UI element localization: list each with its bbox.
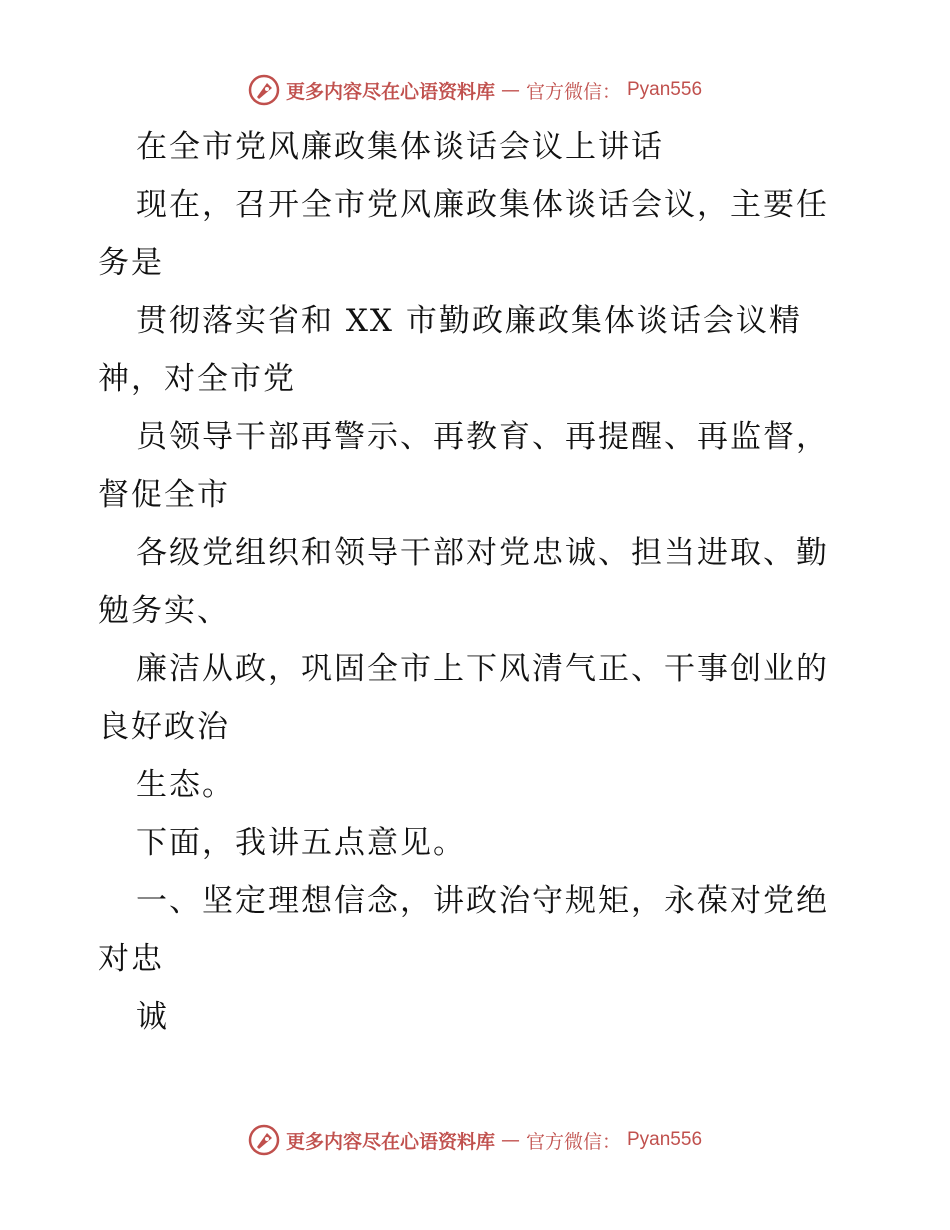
document-body [98, 118, 858, 1046]
paragraph-line: 员领导干部再警示、再教育、再提醒、再监督， [136, 419, 829, 455]
section-heading-line: 一、坚定理想信念，讲政治守规矩，永葆对党绝 [136, 883, 829, 919]
paragraph-line: 生态。 [136, 767, 235, 803]
watermark-wechat-id: Pyan556 [627, 1129, 703, 1150]
pen-nib-logo-icon [248, 1124, 280, 1156]
paragraph-line: 良好政治 [98, 709, 230, 745]
watermark-brand: 更多内容尽在心语资料库 [285, 1130, 495, 1153]
document-title: 在全市党风廉政集体谈话会议上讲话 [136, 129, 664, 165]
watermark-brand: 更多内容尽在心语资料库 [285, 80, 495, 103]
paragraph-line: 各级党组织和领导干部对党忠诚、担当进取、勤 [136, 535, 829, 571]
paragraph-line: 贯彻落实省和 XX 市勤政廉政集体谈话会议精 [136, 303, 802, 339]
paragraph-line: 廉洁从政，巩固全市上下风清气正、干事创业的 [136, 651, 829, 687]
section-heading-line: 对忠 [98, 941, 164, 977]
watermark-wechat-id: Pyan556 [627, 79, 703, 100]
watermark-dash: — [500, 1129, 520, 1151]
watermark-wechat-label: 官方微信： [525, 80, 621, 103]
paragraph-line: 下面，我讲五点意见。 [136, 825, 466, 861]
paragraph-line: 神，对全市党 [98, 361, 296, 397]
paragraph-line: 务是 [98, 245, 164, 281]
footer-watermark [0, 1120, 950, 1160]
paragraph-line: 勉务实、 [98, 593, 230, 629]
paragraph-line: 督促全市 [98, 477, 230, 513]
watermark-wechat-label: 官方微信： [525, 1130, 621, 1153]
pen-nib-logo-icon [248, 74, 280, 106]
watermark-dash: — [500, 79, 520, 101]
header-watermark [0, 70, 950, 110]
paragraph-line: 现在，召开全市党风廉政集体谈话会议，主要任 [136, 187, 829, 223]
section-heading-line: 诚 [136, 999, 169, 1035]
